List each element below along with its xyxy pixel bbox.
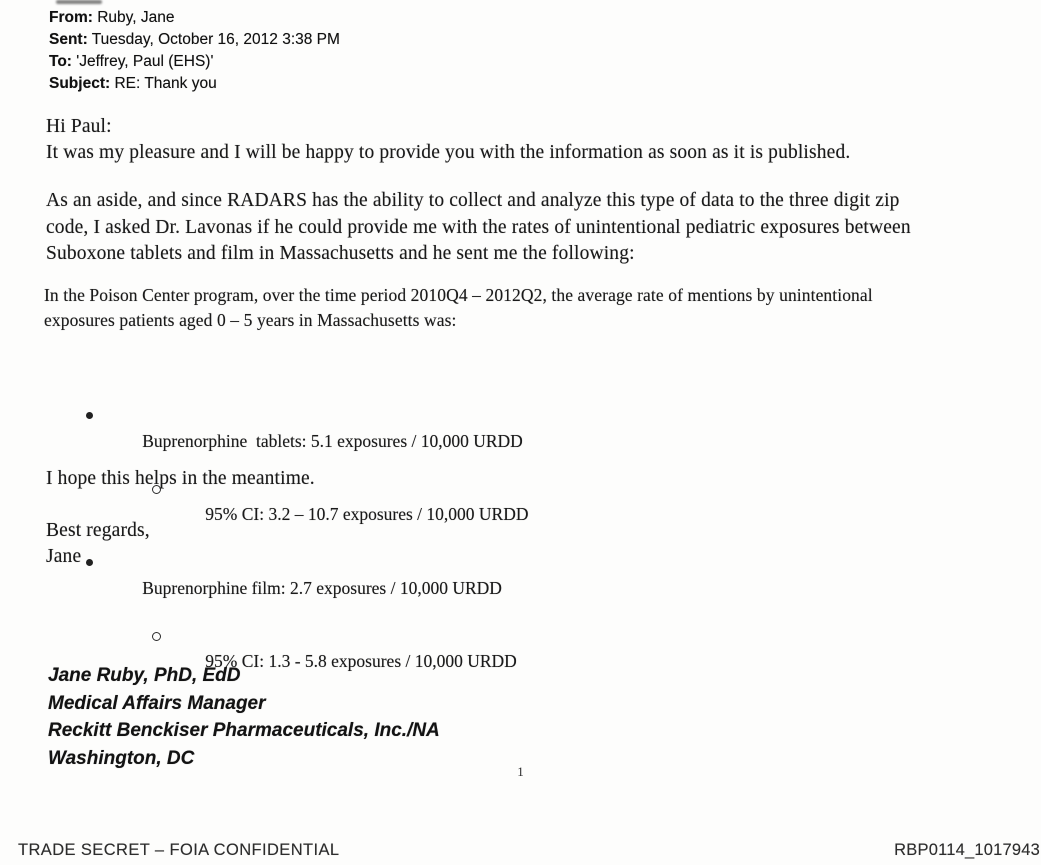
ci-text-tablets: 95% CI: 3.2 – 10.7 exposures / 10,000 URDD [205, 504, 529, 524]
signoff: Best regards, [46, 520, 150, 541]
list-item [0, 404, 529, 451]
aside-paragraph [46, 188, 911, 268]
opening-line: It was my pleasure and I will be happy to provide you with the information as soon as it is published. [46, 141, 851, 163]
signature-name: Jane Ruby, PhD, EdD [48, 665, 241, 686]
scan-artifact [56, 0, 102, 4]
bullet-text-tablets: Buprenorphine tablets: 5.1 exposures / 10,000 URDD [142, 430, 523, 451]
header-row-to [49, 51, 340, 73]
email-header-block [49, 7, 340, 95]
ci-text-film: 95% CI: 1.3 - 5.8 exposures / 10,000 URDD [205, 651, 517, 671]
greeting-block [46, 114, 850, 165]
subject-label: Subject: [49, 75, 111, 92]
signature-block [48, 662, 440, 772]
signature-company: Reckitt Benckiser Pharmaceuticals, Inc./NA [48, 720, 440, 741]
list-subitem [0, 625, 529, 671]
circle-bullet-icon [152, 632, 161, 641]
poison-line-2: exposures patients aged 0 – 5 years in Massachusetts was: [44, 309, 457, 330]
bullet-icon [86, 412, 93, 419]
sent-label: Sent: [49, 31, 88, 48]
signature-location: Washington, DC [48, 747, 195, 769]
page-number: 1 [517, 764, 524, 779]
closing-line: I hope this helps in the meantime. [46, 468, 315, 489]
header-row-from [49, 7, 340, 29]
from-value: Ruby, Jane [97, 9, 175, 26]
to-label: To: [49, 53, 72, 70]
subject-value: RE: Thank you [114, 75, 217, 92]
signoff-block [46, 518, 150, 569]
header-row-subject [49, 73, 340, 95]
bullet-text-film: Buprenorphine film: 2.7 exposures / 10,000 URDD [142, 577, 502, 598]
greeting: Hi Paul: [46, 116, 112, 137]
header-row-sent [49, 29, 340, 51]
signoff-name: Jane [46, 545, 82, 567]
poison-line-1: In the Poison Center program, over the time period 2010Q4 – 2012Q2, the average rate of mentions by unintentional [44, 285, 873, 305]
sent-value: Tuesday, October 16, 2012 3:38 PM [91, 31, 340, 48]
from-label: From: [49, 9, 93, 26]
to-value: 'Jeffrey, Paul (EHS)' [76, 53, 214, 70]
signature-title: Medical Affairs Manager [48, 692, 266, 714]
confidentiality-stamp: TRADE SECRET – FOIA CONFIDENTIAL [18, 841, 340, 859]
aside-line-3: Suboxone tablets and film in Massachusetts and he sent me the following: [46, 243, 635, 264]
aside-line-2: code, I asked Dr. Lavonas if he could provide me with the rates of unintentional pediatric exposures between [46, 216, 911, 238]
poison-center-paragraph [44, 283, 873, 332]
bates-number: RBP0114_1017943 [894, 841, 1040, 859]
aside-line-1: As an aside, and since RADARS has the ability to collect and analyze this type of data to the three digit zip [46, 190, 900, 211]
